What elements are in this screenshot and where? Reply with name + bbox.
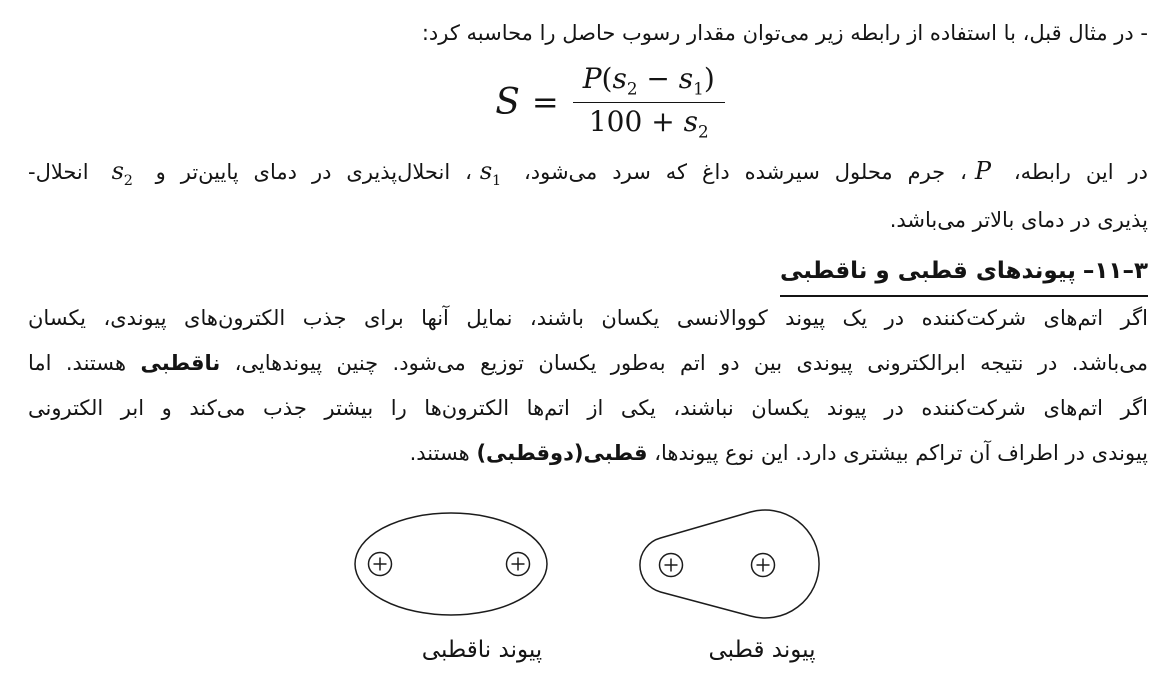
bold-nonpolar-term: ناقطبی xyxy=(140,351,221,375)
nucleus-symbol-polar-right xyxy=(752,554,775,577)
section-heading-underline xyxy=(780,252,1148,297)
explanation-line-2: پذیری در دمای بالاتر می‌باشد. xyxy=(889,208,1148,232)
polar-bond-caption: پیوند قطبی xyxy=(708,637,816,663)
formula-numerator: $P(s_2 - s_1)$ xyxy=(573,63,725,103)
section-title: پیوندهای قطبی و ناقطبی xyxy=(780,258,1076,284)
nucleus-symbol-polar-left xyxy=(660,554,683,577)
formula-denominator: $100 + s_2$ xyxy=(588,104,709,142)
var-P: P xyxy=(974,157,991,185)
var-s2: $s_2$ xyxy=(111,157,133,189)
paragraph-line-2: می‌باشد. در نتیجه ابرالکترونی پیوندی بین دو اتم به‌طور یکسان توزیع می‌شود. چنین پیوندهایی، ناقطبی هستند. اما xyxy=(28,351,1149,375)
formula-lhs: S xyxy=(495,81,520,123)
paragraph-line-1: اگر اتم‌های شرکت‌کننده در یک پیوند کووالانسی یکسان باشند، نمایل آنها برای جذب الکترون‌های پیوندی، یکسان xyxy=(28,306,1148,330)
nucleus-symbol-nonpolar-right xyxy=(507,553,530,576)
nonpolar-bond-caption: پیوند ناقطبی xyxy=(421,637,543,663)
formula-equals-sign: = xyxy=(531,83,559,121)
section-heading xyxy=(28,252,1148,297)
nucleus-symbol-nonpolar-left xyxy=(369,553,392,576)
paragraph-line-3: اگر اتم‌های شرکت‌کننده در پیوند یکسان نباشند، یکی از اتم‌ها الکترون‌ها را بیشتر جذب می‌کند و ابر الکترونی xyxy=(28,396,1148,420)
precipitate-formula xyxy=(22,56,1176,148)
formula-fraction xyxy=(573,63,725,142)
nonpolar-electron-cloud xyxy=(355,513,547,615)
section-number: ۳–۱۱– xyxy=(1082,258,1148,284)
intro-line: - در مثال قبل، با استفاده از رابطه زیر می‌توان مقدار رسوب حاصل را محاسبه کرد: xyxy=(421,21,1148,45)
polar-electron-cloud xyxy=(640,510,819,618)
bold-polar-term: قطبی(دوقطبی) xyxy=(476,441,648,465)
paragraph-line-4: پیوندی در اطراف آن تراکم بیشتری دارد. این نوع پیوندها، قطبی(دوقطبی) هستند. xyxy=(409,441,1148,465)
explanation-line-1: در این رابطه، P، جرم محلول سیرشده داغ که سرد می‌شود، $s_1،$ انحلال‌پذیری در دمای پایین‌تر و $s_2$ انحلال- xyxy=(28,157,1148,189)
var-s1: $s_1$ xyxy=(479,157,501,189)
